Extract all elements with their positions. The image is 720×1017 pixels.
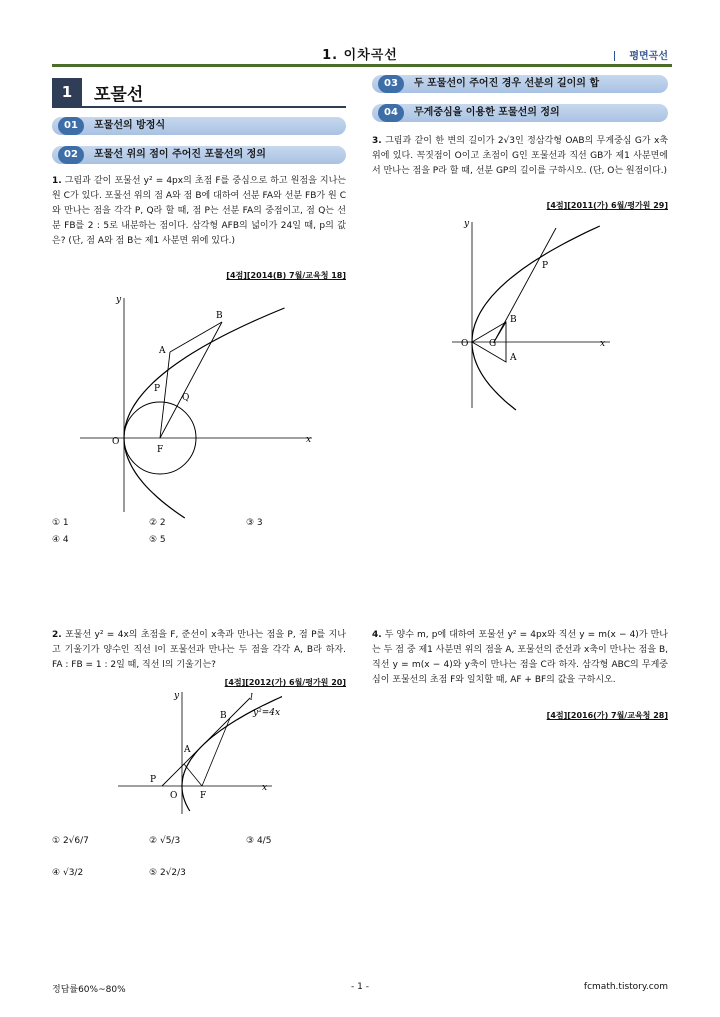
problem-text: 두 양수 m, p에 대하여 포물선 y² = 4px와 직선 y = m(x − 4)가 만나는 두 점 중 제1 사분면 위의 점을 A, 포물선의 준선과 x축이 만나는 점을 B, 직선 y = m(x − 4)와 y축이 만나는 점을 C라 하자. 삼각형 ABC의 무게중심이 포물선의 초점 F와 일치할 때, AF + BF의 값을 구하시오. (372, 630, 668, 685)
option-mark: ③ (246, 836, 255, 846)
label-q: Q (182, 393, 190, 403)
p2-option-4[interactable] (52, 868, 83, 878)
label-o: O (112, 437, 120, 447)
footer-difficulty: 정답률60%~80% (52, 985, 126, 995)
section-label (614, 47, 668, 62)
footer-site: fcmath.tistory.com (583, 982, 668, 992)
chapter-number: 1 (52, 78, 82, 106)
topic-title: 포물선의 방정식 (94, 120, 166, 131)
p2-option-2[interactable] (149, 836, 180, 846)
topic-01 (52, 117, 346, 135)
problem-number: 3. (372, 136, 382, 146)
option-value: 2√6/7 (62, 836, 89, 846)
problem-3-figure (452, 212, 612, 412)
label-o: O (461, 339, 469, 349)
label-f: F (157, 445, 164, 455)
option-value: 4/5 (256, 836, 272, 846)
label-a: A (510, 353, 517, 363)
page-header-title: 1. 이차곡선 (322, 48, 398, 63)
problem-1-source: [4점][2014(B) 7월/교육청 18] (226, 271, 346, 280)
p1-option-5[interactable]: ⑤ 5 (149, 535, 166, 545)
topic-number: 01 (58, 117, 84, 135)
label-x: x (262, 783, 268, 793)
line-l (162, 698, 250, 786)
problem-2-figure (112, 688, 282, 818)
p2-option-3[interactable] (246, 836, 271, 846)
chapter-title: 포물선 (94, 85, 144, 105)
chapter-heading (52, 78, 346, 106)
label-f: F (200, 791, 207, 801)
label-y: y (174, 691, 180, 701)
topic-number: 03 (378, 75, 404, 93)
parabola-curve (124, 308, 285, 518)
topic-number: 02 (58, 146, 84, 164)
chapter-underline (52, 106, 346, 108)
option-mark: ① (52, 836, 61, 846)
topic-title: 포물선 위의 점이 주어진 포물선의 정의 (94, 149, 266, 160)
label-x: x (600, 339, 606, 349)
topic-02 (52, 146, 346, 164)
option-value: 2√2/3 (159, 868, 186, 878)
topic-title: 두 포물선이 주어진 경우 선분의 길이의 합 (414, 78, 600, 89)
label-b: B (216, 311, 223, 321)
label-curve: y²=4x (253, 708, 281, 718)
footer-page-number: - 1 - (351, 982, 369, 992)
label-p: P (542, 261, 549, 271)
label-o: O (170, 791, 178, 801)
problem-2-source: [4점][2012(가) 6월/평가원 20] (224, 678, 346, 687)
problem-4 (372, 628, 668, 688)
topic-03 (372, 75, 668, 93)
label-a: A (159, 346, 166, 356)
label-x: x (306, 435, 312, 445)
topic-04 (372, 104, 668, 122)
label-a: A (184, 745, 191, 755)
p1-option-4[interactable]: ④ 4 (52, 535, 69, 545)
label-b: B (220, 711, 227, 721)
problem-4-source: [4점][2016(가) 7월/교육청 28] (546, 711, 668, 720)
segment-fb (202, 718, 230, 786)
topic-title: 무게중심을 이용한 포물선의 정의 (414, 107, 560, 118)
problem-1-figure (72, 290, 322, 520)
option-mark: ④ (52, 868, 61, 878)
section-text: 평면곡선 (629, 51, 668, 62)
segment-fa (184, 764, 202, 786)
problem-1 (52, 174, 346, 249)
p2-option-5[interactable] (149, 868, 186, 878)
p1-option-2[interactable]: ② 2 (149, 518, 166, 528)
topic-number: 04 (378, 104, 404, 122)
p1-option-3[interactable]: ③ 3 (246, 518, 263, 528)
header-rule (52, 64, 672, 67)
label-l: l (250, 693, 253, 703)
option-mark: ② (149, 836, 158, 846)
label-g: G (489, 339, 497, 349)
problem-number: 4. (372, 630, 382, 640)
problem-text: 그림과 같이 포물선 y² = 4px의 초점 F를 중심으로 하고 원점을 지나는 원 C가 있다. 포물선 위의 점 A와 점 B에 대하여 선분 FA와 선분 FB가 원 C와 만나는 점을 각각 P, Q라 할 때, 점 P는 선분 FA의 중점이고, 점 Q는 선분 FB를 2 : 5로 내분하는 점이다. 삼각형 AFB의 넓이가 24일 때, p의 값은? (단, 점 A와 점 B는 제1 사분면 위에 있다.) (52, 176, 346, 246)
label-p: P (154, 384, 161, 394)
p1-option-1[interactable]: ① 1 (52, 518, 69, 528)
p2-option-1[interactable] (52, 836, 89, 846)
divider (614, 51, 615, 61)
problem-number: 1. (52, 176, 62, 186)
option-mark: ⑤ (149, 868, 158, 878)
label-p: P (150, 775, 157, 785)
problem-text: 포물선 y² = 4x의 초점을 F, 준선이 x축과 만나는 점을 P, 점 P를 지나고 기울기가 양수인 직선 l이 포물선과 만나는 두 점을 각각 A, B라 하자. FA : FB = 1 : 2일 때, 직선 l의 기울기는? (52, 630, 346, 670)
label-y: y (464, 219, 470, 229)
problem-2 (52, 628, 346, 673)
problem-3 (372, 134, 668, 179)
label-b: B (510, 315, 517, 325)
option-value: √3/2 (62, 868, 84, 878)
option-value: √5/3 (159, 836, 181, 846)
label-y: y (116, 295, 122, 305)
problem-text: 그림과 같이 한 변의 길이가 2√3인 정삼각형 OAB의 무게중심 G가 x축 위에 있다. 꼭짓점이 O이고 초점이 G인 포물선과 직선 GB가 제1 사분면에서 만나는 점을 P라 할 때, 선분 GP의 길이를 구하시오. (단, O는 원점이다.) (372, 136, 668, 176)
segment-fa (160, 352, 170, 438)
parabola-curve (472, 226, 600, 410)
problem-number: 2. (52, 630, 62, 640)
problem-3-source: [4점][2011(가) 6월/평가원 29] (546, 201, 668, 210)
